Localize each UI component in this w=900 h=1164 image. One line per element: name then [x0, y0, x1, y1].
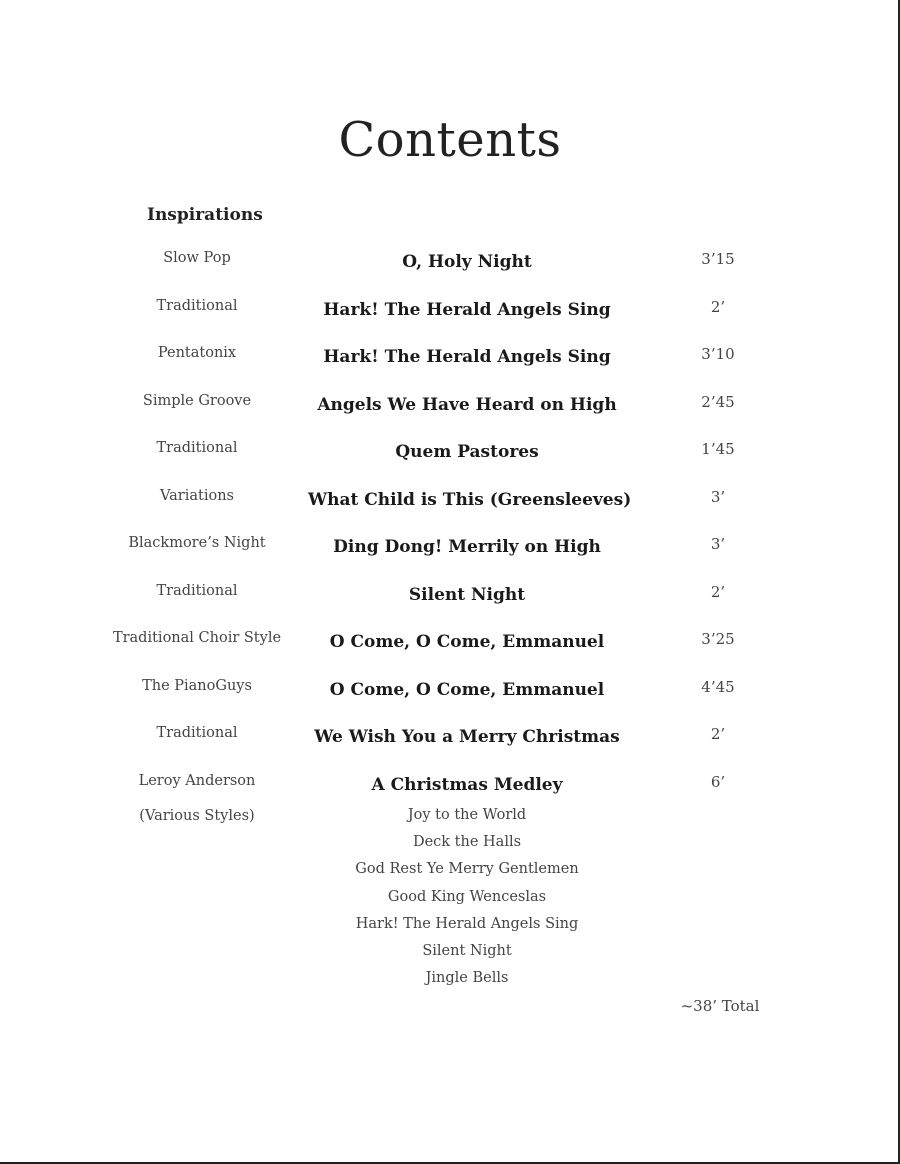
song-title: O Come, O Come, Emmanuel	[329, 632, 605, 652]
medley-song: Deck the Halls	[412, 834, 522, 851]
arrangement-style: Leroy Anderson	[138, 772, 256, 789]
medley-style-note: (Various Styles)	[139, 808, 255, 824]
total-duration: ~38’ Total	[680, 997, 760, 1015]
medley-song: Silent Night	[422, 942, 512, 959]
arrangement-style: Blackmore’s Night	[128, 535, 266, 551]
song-title: Angels We Have Heard on High	[317, 394, 617, 415]
section-heading: Inspirations	[147, 205, 263, 225]
contents-row	[0, 628, 900, 676]
page-title: Contents	[338, 112, 562, 168]
contents-row	[0, 533, 900, 581]
song-title: Hark! The Herald Angels Sing	[323, 299, 611, 320]
song-duration: 3’15	[701, 250, 735, 268]
contents-row	[0, 581, 900, 629]
medley-song: Joy to the World	[407, 807, 527, 823]
song-title: What Child is This (Greensleeves)	[308, 489, 632, 510]
medley-song: Hark! The Herald Angels Sing	[355, 915, 579, 932]
song-title: Silent Night	[408, 584, 526, 605]
contents-row	[0, 248, 900, 296]
contents-row	[0, 486, 900, 534]
arrangement-style: Slow Pop	[163, 250, 231, 266]
contents-list	[0, 248, 900, 818]
medley-song: Good King Wenceslas	[387, 888, 547, 905]
song-duration: 2’	[710, 725, 726, 743]
song-duration: 3’	[710, 487, 726, 506]
song-duration: 2’	[710, 297, 726, 316]
song-duration: 3’25	[701, 630, 735, 648]
song-title: O, Holy Night	[402, 252, 532, 272]
song-title: A Christmas Medley	[371, 774, 563, 795]
song-title: Ding Dong! Merrily on High	[333, 537, 601, 557]
contents-row	[0, 343, 900, 391]
song-duration: 3’10	[701, 345, 735, 363]
song-duration: 1’45	[701, 440, 735, 458]
arrangement-style: Simple Groove	[142, 392, 252, 409]
song-title: Hark! The Herald Angels Sing	[323, 347, 611, 367]
song-duration: 4’45	[701, 677, 735, 696]
song-title: O Come, O Come, Emmanuel	[329, 679, 605, 700]
medley-song-list	[308, 804, 626, 994]
song-duration: 6’	[710, 772, 726, 791]
contents-row	[0, 391, 900, 439]
arrangement-style: The PianoGuys	[142, 677, 252, 694]
contents-row	[0, 296, 900, 344]
song-duration: 2’	[710, 582, 726, 601]
song-title: Quem Pastores	[395, 442, 539, 462]
arrangement-style: Pentatonix	[157, 345, 237, 361]
song-duration: 3’	[710, 535, 726, 553]
arrangement-style: Traditional	[156, 725, 238, 741]
arrangement-style: Traditional	[156, 297, 238, 314]
arrangement-style: Traditional	[156, 440, 238, 456]
contents-row	[0, 723, 900, 771]
song-title: We Wish You a Merry Christmas	[314, 727, 620, 747]
medley-song: Jingle Bells	[425, 970, 509, 987]
medley-song: God Rest Ye Merry Gentlemen	[355, 861, 579, 878]
contents-row	[0, 438, 900, 486]
contents-row	[0, 676, 900, 724]
arrangement-style: Traditional	[156, 582, 238, 599]
arrangement-style: Traditional Choir Style	[112, 630, 282, 646]
song-duration: 2’45	[701, 392, 735, 411]
arrangement-style: Variations	[160, 487, 234, 504]
